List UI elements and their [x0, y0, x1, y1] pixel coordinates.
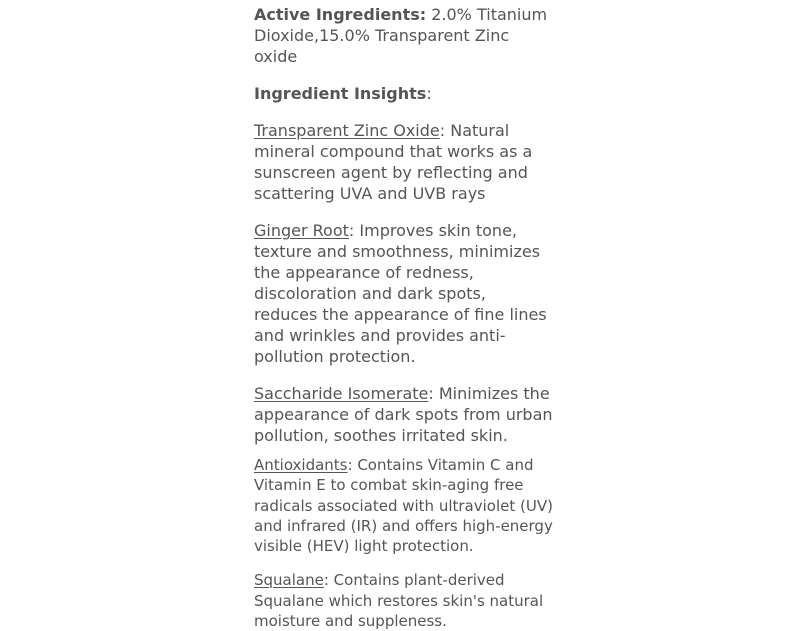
active-ingredients-label: Active Ingredients: [254, 5, 427, 24]
insight-term-antioxidants[interactable]: Antioxidants [254, 456, 348, 474]
insight-term-saccharide-isomerate[interactable]: Saccharide Isomerate [254, 384, 429, 403]
active-ingredients-paragraph [254, 4, 554, 67]
active-ingredients-value: 2.0% Titanium Dioxide,15.0% Transparent Zinc oxide [254, 5, 548, 66]
ingredient-insights-label: Ingredient Insights [254, 84, 427, 103]
insight-item-antioxidants [254, 455, 554, 556]
ingredients-content [254, 4, 554, 631]
insight-description-zinc-oxide: : Natural mineral compound that works as a sunscreen agent by reflecting and scattering UVA and UVB rays [254, 121, 533, 203]
insight-item-squalane [254, 570, 554, 631]
insight-description-squalane: : Contains plant-derived Squalane which restores skin's natural moisture and suppleness. [254, 571, 544, 631]
ingredient-insights-colon: : [426, 84, 432, 103]
insight-item-zinc-oxide [254, 120, 554, 204]
insight-term-zinc-oxide[interactable]: Transparent Zinc Oxide [254, 121, 440, 140]
ingredient-insights-heading [254, 83, 554, 104]
insight-term-ginger-root[interactable]: Ginger Root [254, 221, 349, 240]
insight-term-squalane[interactable]: Squalane [254, 571, 324, 590]
insight-item-ginger-root [254, 220, 554, 367]
insight-item-saccharide-isomerate [254, 383, 554, 446]
insight-description-antioxidants: : Contains Vitamin C and Vitamin E to combat skin-aging free radicals associated with ultraviolet (UV) and infrared (IR) and offers high-energy visible (HEV) light protection. [254, 456, 553, 556]
insight-description-ginger-root: : Improves skin tone, texture and smoothness, minimizes the appearance of redness, discoloration and dark spots, reduces the appearance of fine lines and wrinkles and provides anti-pollution protection. [254, 221, 547, 366]
insight-description-saccharide-isomerate: : Minimizes the appearance of dark spots from urban pollution, soothes irritated skin. [254, 384, 553, 445]
